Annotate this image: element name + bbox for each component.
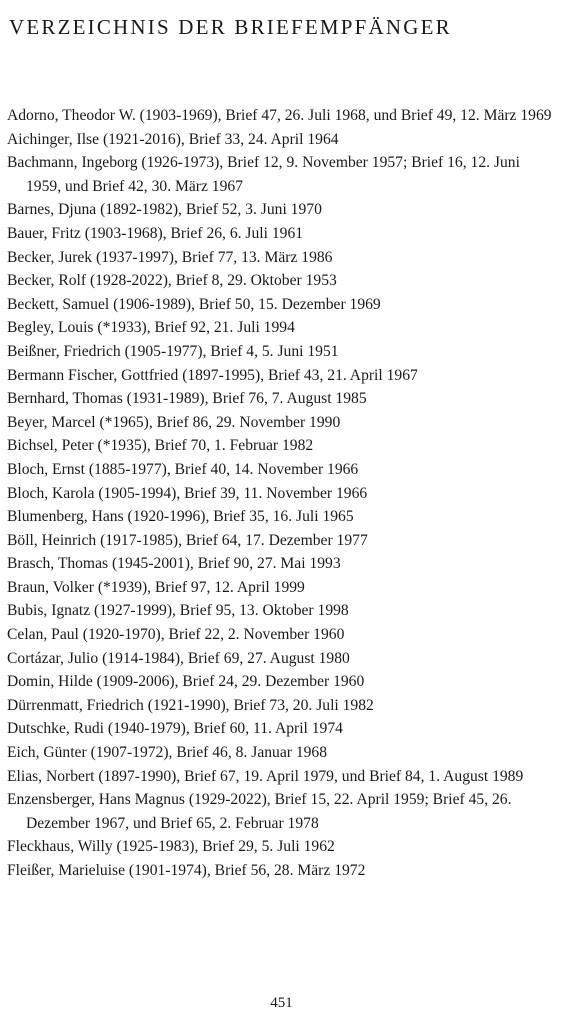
list-item: Beyer, Marcel (*1965), Brief 86, 29. November 1990: [7, 413, 341, 431]
list-item: Cortázar, Julio (1914-1984), Brief 69, 27. August 1980: [7, 649, 350, 667]
list-item: Braun, Volker (*1939), Brief 97, 12. April 1999: [7, 578, 305, 596]
list-item: Bubis, Ignatz (1927-1999), Brief 95, 13. Oktober 1998: [7, 602, 349, 620]
list-item: Aichinger, Ilse (1921-2016), Brief 33, 24. April 1964: [7, 130, 339, 148]
list-item: Brasch, Thomas (1945-2001), Brief 90, 27. Mai 1993: [7, 555, 341, 573]
page-title: VERZEICHNIS DER BRIEFEMPFÄNGER: [9, 15, 452, 39]
list-item: Begley, Louis (*1933), Brief 92, 21. Juli 1994: [7, 319, 295, 337]
list-item: Becker, Rolf (1928-2022), Brief 8, 29. Oktober 1953: [7, 272, 337, 290]
list-item: Dutschke, Rudi (1940-1979), Brief 60, 11. April 1974: [7, 720, 343, 738]
list-item: Elias, Norbert (1897-1990), Brief 67, 19. April 1979, und Brief 84, 1. August 1989: [7, 767, 524, 785]
list-item: Celan, Paul (1920-1970), Brief 22, 2. November 1960: [7, 626, 345, 644]
page-number: 451: [270, 995, 293, 1011]
list-item: Beckett, Samuel (1906-1989), Brief 50, 15. Dezember 1969: [7, 295, 381, 313]
list-item: Becker, Jurek (1937-1997), Brief 77, 13. März 1986: [7, 248, 333, 266]
list-item: Barnes, Djuna (1892-1982), Brief 52, 3. Juni 1970: [7, 201, 322, 219]
list-item: Beißner, Friedrich (1905-1977), Brief 4, 5. Juni 1951: [7, 342, 339, 360]
list-item: Bichsel, Peter (*1935), Brief 70, 1. Februar 1982: [7, 437, 314, 455]
list-item: Dürrenmatt, Friedrich (1921-1990), Brief 73, 20. Juli 1982: [7, 696, 374, 714]
list-item: Bauer, Fritz (1903-1968), Brief 26, 6. Juli 1961: [7, 224, 304, 242]
list-item: Bachmann, Ingeborg (1926-1973), Brief 12, 9. November 1957; Brief 16, 12. Juni 1959, und Brief 42, 30. März 1967: [7, 154, 520, 195]
list-item: Bloch, Ernst (1885-1977), Brief 40, 14. November 1966: [7, 460, 359, 478]
list-item: Böll, Heinrich (1917-1985), Brief 64, 17. Dezember 1977: [7, 531, 368, 549]
list-item: Blumenberg, Hans (1920-1996), Brief 35, 16. Juli 1965: [7, 508, 354, 526]
list-item: Domin, Hilde (1909-2006), Brief 24, 29. Dezember 1960: [7, 673, 365, 691]
list-item: Eich, Günter (1907-1972), Brief 46, 8. Januar 1968: [7, 744, 328, 762]
list-item: Fleckhaus, Willy (1925-1983), Brief 29, 5. Juli 1962: [7, 838, 335, 856]
list-item: Fleißer, Marieluise (1901-1974), Brief 56, 28. März 1972: [7, 862, 366, 879]
list-item: Adorno, Theodor W. (1903-1969), Brief 47, 26. Juli 1968, und Brief 49, 12. März 1969: [7, 107, 552, 124]
list-item: Bernhard, Thomas (1931-1989), Brief 76, 7. August 1985: [7, 390, 367, 408]
list-item: Enzensberger, Hans Magnus (1929-2022), Brief 15, 22. April 1959; Brief 45, 26. Dezember 1967, und Brief 65, 2. Februar 1978: [7, 791, 512, 832]
recipient-list: [7, 104, 555, 883]
list-item: Bloch, Karola (1905-1994), Brief 39, 11. November 1966: [7, 484, 368, 502]
list-item: Bermann Fischer, Gottfried (1897-1995), Brief 43, 21. April 1967: [7, 366, 418, 384]
